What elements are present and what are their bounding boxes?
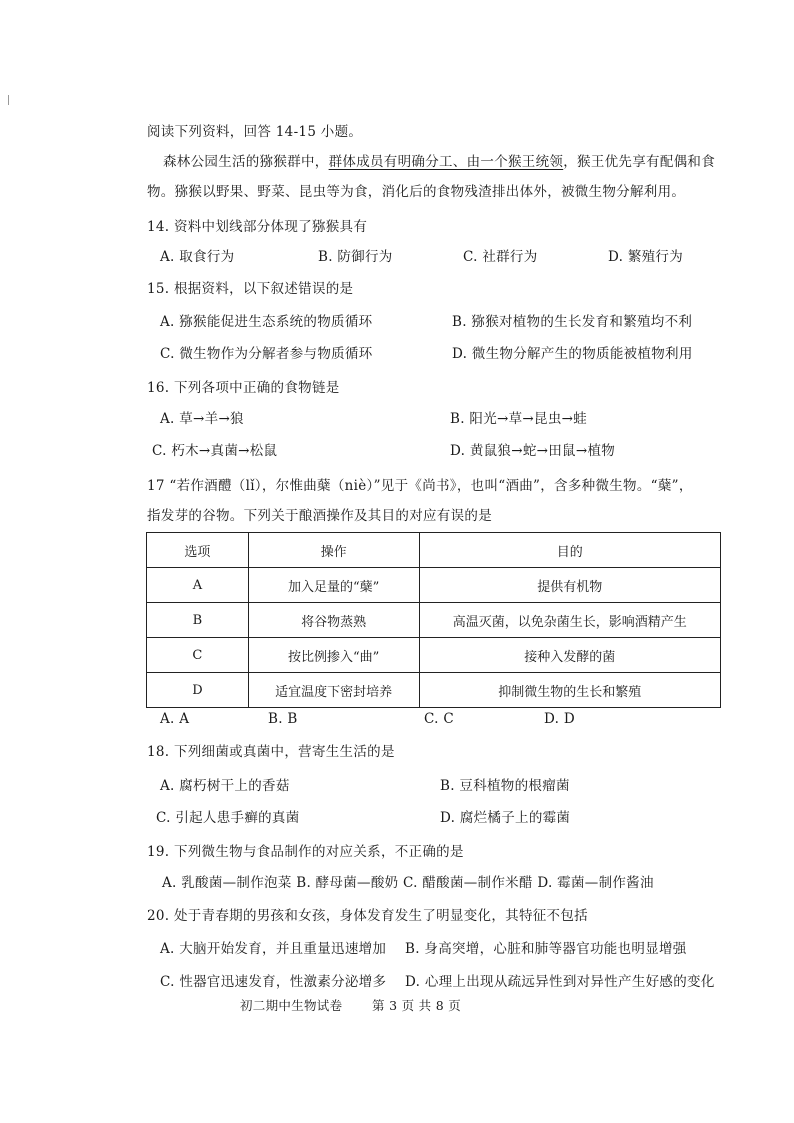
q18-option-b: B. 豆科植物的根瘤菌 <box>440 778 570 794</box>
row-b-purpose: 高温灭菌，以免杂菌生长，影响酒精产生 <box>419 603 720 638</box>
q14-option-c: C. 社群行为 <box>463 249 538 265</box>
q15-option-a: A. 猕猴能促进生态系统的物质循环 <box>160 314 373 330</box>
row-d-operation: 适宜温度下密封培养 <box>248 673 419 708</box>
q19-options: A. 乳酸菌—制作泡菜 B. 酵母菌—酸奶 C. 醋酸菌—制作米醋 D. 霉菌—制作酱油 <box>162 875 654 891</box>
row-b-operation: 将谷物蒸熟 <box>248 603 419 638</box>
q18-option-c: C. 引起人患手癣的真菌 <box>156 810 300 826</box>
q17-option-b: B. B <box>268 711 298 727</box>
q20-option-c: C. 性器官迅速发育，性激素分泌增多 <box>160 974 387 990</box>
q14-stem: 14. 资料中划线部分体现了猕猴具有 <box>147 219 368 235</box>
passage-line-2: 物。猕猴以野果、野菜、昆虫等为食，消化后的食物残渣排出体外，被微生物分解利用。 <box>147 184 686 200</box>
q16-option-c: C. 朽木→真菌→松鼠 <box>152 443 278 459</box>
q20-option-a: A. 大脑开始发育，并且重量迅速增加 <box>160 941 387 957</box>
q15-option-c: C. 微生物作为分解者参与物质循环 <box>160 346 373 362</box>
row-a-option: A <box>147 568 249 603</box>
row-a-operation: 加入足量的“蘖” <box>248 568 419 603</box>
header-operation: 操作 <box>248 533 419 568</box>
table-row <box>147 673 721 708</box>
row-d-option: D <box>147 673 249 708</box>
row-a-purpose: 提供有机物 <box>419 568 720 603</box>
q17-option-d: D. D <box>544 711 575 727</box>
table-row <box>147 638 721 673</box>
q15-stem: 15. 根据资料，以下叙述错误的是 <box>147 281 354 297</box>
q16-option-a: A. 草→羊→狼 <box>160 411 244 427</box>
q15-option-d: D. 微生物分解产生的物质能被植物利用 <box>452 346 693 362</box>
q17-stem-line-2: 指发芽的谷物。下列关于酿酒操作及其目的对应有误的是 <box>147 508 492 524</box>
q14-option-a: A. 取食行为 <box>160 249 235 265</box>
q16-option-d: D. 黄鼠狼→蛇→田鼠→植物 <box>450 443 616 459</box>
q20-stem: 20. 处于青春期的男孩和女孩，身体发育发生了明显变化，其特征不包括 <box>147 908 588 924</box>
q14-option-d: D. 繁殖行为 <box>608 249 684 265</box>
q17-option-c: C. C <box>424 711 454 727</box>
q20-option-b: B. 身高突增，心脏和肺等器官功能也明显增强 <box>405 941 687 957</box>
row-d-purpose: 抑制微生物的生长和繁殖 <box>419 673 720 708</box>
q17-option-a: A. A <box>160 711 190 727</box>
table-header-row <box>147 533 721 568</box>
footer-title: 初二期中生物试卷 <box>240 998 343 1013</box>
q18-option-a: A. 腐朽树干上的香菇 <box>160 778 290 794</box>
brewing-table <box>146 532 721 708</box>
passage-underlined: 群体成员有明确分工、由一个猴王统领 <box>328 154 564 170</box>
table-row <box>147 568 721 603</box>
q16-stem: 16. 下列各项中正确的食物链是 <box>147 380 340 396</box>
q18-option-d: D. 腐烂橘子上的霉菌 <box>440 810 571 826</box>
q18-stem: 18. 下列细菌或真菌中，营寄生生活的是 <box>147 744 395 760</box>
row-c-operation: 按比例掺入“曲” <box>248 638 419 673</box>
row-b-option: B <box>147 603 249 638</box>
page-number: 第 3 页 共 8 页 <box>372 998 462 1013</box>
q19-stem: 19. 下列微生物与食品制作的对应关系，不正确的是 <box>147 844 464 860</box>
scan-mark <box>8 95 9 105</box>
q14-option-b: B. 防御行为 <box>318 249 393 265</box>
reading-intro: 阅读下列资料，回答 14-15 小题。 <box>147 124 363 140</box>
header-purpose: 目的 <box>419 533 720 568</box>
row-c-option: C <box>147 638 249 673</box>
q16-option-b: B. 阳光→草→昆虫→蛙 <box>450 411 588 427</box>
header-option: 选项 <box>147 533 249 568</box>
table-row <box>147 603 721 638</box>
q15-option-b: B. 猕猴对植物的生长发育和繁殖均不利 <box>452 314 693 330</box>
q20-option-d: D. 心理上出现从疏远异性到对异性产生好感的变化 <box>405 974 715 990</box>
passage-text-a: 森林公园生活的猕猴群中， <box>163 154 329 170</box>
row-c-purpose: 接种入发酵的菌 <box>419 638 720 673</box>
q17-stem-line-1: 17 “若作酒醴（lǐ），尔惟曲蘖（niè）”见于《尚书》，也叫“酒曲”，含多种微生物。“蘖”， <box>147 478 693 494</box>
passage-line-1 <box>163 153 715 171</box>
passage-text-b: ，猴王优先享有配偶和食 <box>563 154 716 170</box>
